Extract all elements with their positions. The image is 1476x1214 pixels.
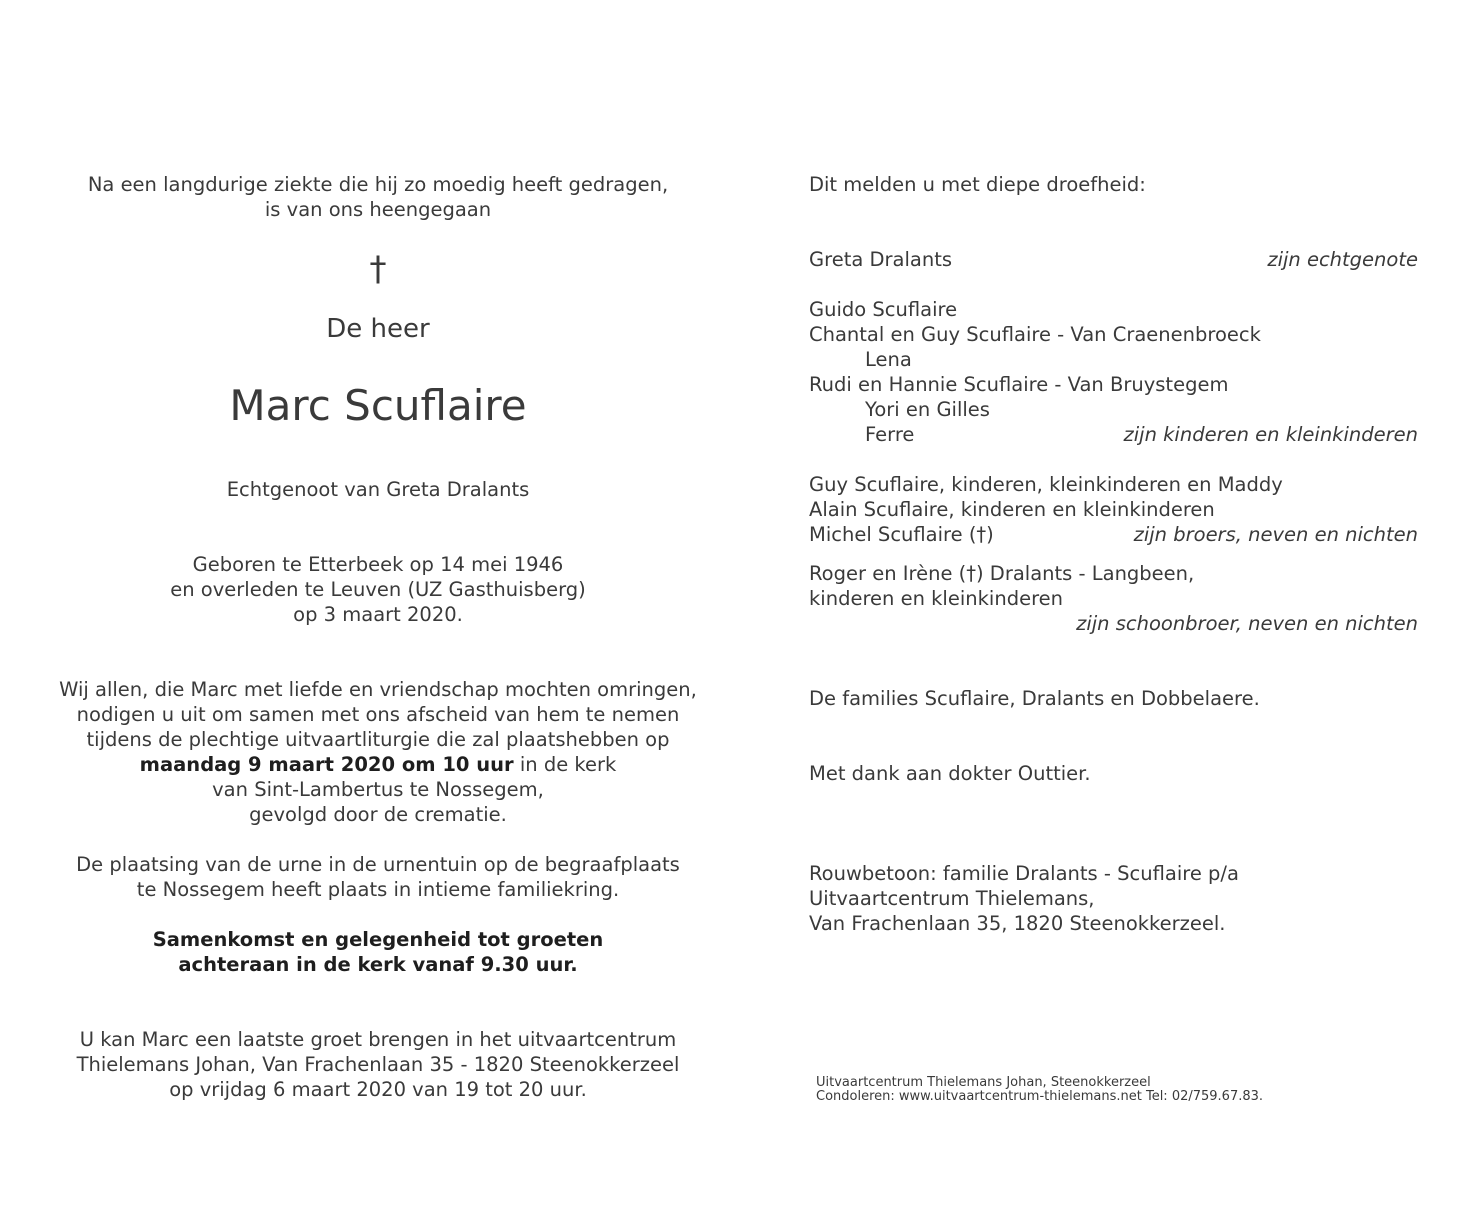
- grandchild-line: Yori en Gilles: [865, 398, 990, 421]
- deceased-name: Marc Scuflaire: [229, 381, 527, 430]
- footer-line-2: Condoleren: www.uitvaartcentrum-thielemans.net Tel: 02/759.67.83.: [816, 1089, 1264, 1104]
- funeral-home-footer: [816, 1076, 1263, 1104]
- death-line: en overleden te Leuven (UZ Gasthuisberg): [170, 578, 586, 601]
- inlaw-line: kinderen en kleinkinderen: [809, 587, 1064, 610]
- spouse-text: Echtgenoot van Greta Dralants: [226, 478, 530, 501]
- visit-line-3: op vrijdag 6 maart 2020 van 19 tot 20 uur.: [169, 1078, 587, 1101]
- death-date-line: op 3 maart 2020.: [293, 603, 463, 626]
- families-text: De families Scuflaire, Dralants en Dobbelaere.: [809, 687, 1260, 710]
- funeral-date: maandag 9 maart 2020 om 10 uur: [139, 753, 514, 776]
- invite-line-5: van Sint-Lambertus te Nossegem,: [212, 778, 544, 801]
- visit-line-2: Thielemans Johan, Van Frachenlaan 35 - 1820 Steenokkerzeel: [76, 1053, 680, 1076]
- brothers-entry: [809, 472, 1418, 547]
- brothers-last-row: [809, 522, 1418, 547]
- child-line: Chantal en Guy Scuflaire - Van Craenenbroeck: [809, 323, 1261, 346]
- children-last-row: [809, 422, 1418, 447]
- visit-line-1: U kan Marc een laatste groet brengen in het uitvaartcentrum: [79, 1028, 677, 1051]
- intro-line-1: Na een langdurige ziekte die hij zo moedig heeft gedragen,: [87, 173, 669, 196]
- visit-text: [28, 1027, 728, 1102]
- invitation-text: [28, 677, 728, 827]
- urn-line-2: te Nossegem heeft plaats in intieme familiekring.: [136, 878, 620, 901]
- thanks-text: Met dank aan dokter Outtier.: [809, 762, 1091, 785]
- wife-entry: [809, 247, 1418, 272]
- brother-line: Alain Scuflaire, kinderen en kleinkinderen: [809, 498, 1215, 521]
- brother-line: Guy Scuflaire, kinderen, kleinkinderen en Maddy: [809, 473, 1283, 496]
- invite-date-line: [28, 752, 728, 777]
- child-line: Guido Scuflaire: [809, 298, 958, 321]
- inlaws-relation: zijn schoonbroer, neven en nichten: [1076, 612, 1418, 635]
- title-text: De heer: [326, 314, 430, 344]
- address-line-1: Rouwbetoon: familie Dralants - Scuflaire p/a: [809, 862, 1239, 885]
- brothers-relation: zijn broers, neven en nichten: [1133, 523, 1418, 546]
- inlaw-line: Roger en Irène (†) Dralants - Langbeen,: [809, 562, 1195, 585]
- intro-text: [28, 172, 728, 222]
- inlaws-entry: [809, 561, 1418, 636]
- announcement: Dit melden u met diepe droefheid:: [809, 173, 1146, 196]
- gathering-line-1: Samenkomst en gelegenheid tot groeten: [152, 928, 604, 951]
- brother-line: Michel Scuflaire (†): [809, 523, 994, 546]
- urn-text: [28, 852, 728, 902]
- intro-line-2: is van ons heengegaan: [264, 198, 492, 221]
- wife-name: Greta Dralants: [809, 248, 953, 271]
- gathering-line-2: achteraan in de kerk vanaf 9.30 uur.: [178, 953, 578, 976]
- cross-symbol: †: [369, 249, 387, 289]
- wife-relation: zijn echtgenote: [1267, 248, 1418, 271]
- inlaws-relation-row: [809, 611, 1418, 636]
- grandchild-line: Lena: [865, 348, 912, 371]
- invite-line-6: gevolgd door de crematie.: [249, 803, 507, 826]
- condolence-address: [809, 861, 1418, 936]
- birth-line: Geboren te Etterbeek op 14 mei 1946: [192, 553, 564, 576]
- footer-line-1: Uitvaartcentrum Thielemans Johan, Steenokkerzeel: [816, 1075, 1151, 1090]
- urn-line-1: De plaatsing van de urne in de urnentuin op de begraafplaats: [76, 853, 680, 876]
- invite-line-1: Wij allen, die Marc met liefde en vriendschap mochten omringen,: [59, 678, 697, 701]
- children-entry: [809, 297, 1418, 447]
- children-relation: zijn kinderen en kleinkinderen: [1123, 423, 1418, 446]
- grandchild-line: Ferre: [865, 423, 915, 446]
- birth-death-text: [28, 552, 728, 627]
- address-line-3: Van Frachenlaan 35, 1820 Steenokkerzeel.: [809, 912, 1226, 935]
- gathering-text: [28, 927, 728, 977]
- funeral-place-prefix: in de kerk: [513, 753, 617, 776]
- invite-line-3: tijdens de plechtige uitvaartliturgie die zal plaatshebben op: [86, 728, 670, 751]
- address-line-2: Uitvaartcentrum Thielemans,: [809, 887, 1095, 910]
- invite-line-2: nodigen u uit om samen met ons afscheid van hem te nemen: [76, 703, 680, 726]
- child-line: Rudi en Hannie Scuflaire - Van Bruystegem: [809, 373, 1229, 396]
